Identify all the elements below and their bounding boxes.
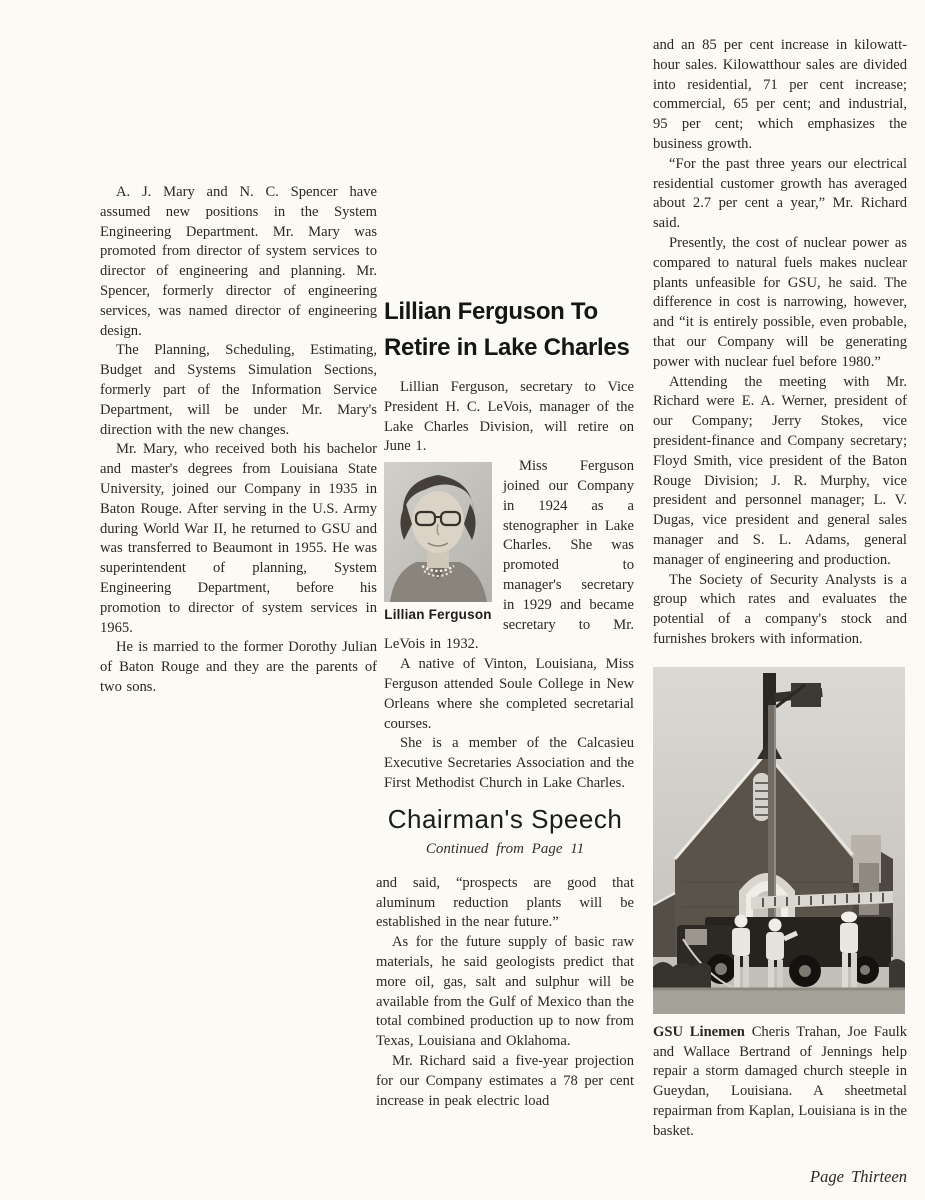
right-paragraph-2: “For the past three years our electrical residential customer growth has averaged about 2.7 per cent a year,” Mr. Richard said. <box>653 155 907 232</box>
left-paragraph-2: The Planning, Scheduling, Estimating, Budget and Systems Simulation Sections, formerly part of the Information Service Department, will be under Mr. Mary's direction with the new changes. <box>100 342 377 438</box>
ferguson-article <box>384 294 634 794</box>
right-paragraph-1: and an 85 per cent increase in kilowatt-hour sales. Kilowatthour sales are divided into residential, 71 per cent increase; commercial, 65 per cent; and industrial, 95 per cent; which emphasizes the business growth. <box>653 37 907 152</box>
left-paragraph-4: He is married to the former Dorothy Julian of Baton Rouge and they are the parents of two sons. <box>100 639 377 695</box>
right-column <box>653 36 907 1187</box>
church-repair-image <box>653 667 905 1014</box>
ferguson-wrap-paragraph: Miss Ferguson joined our Company in 1924 as a stenographer in Lake Charles. She was promoted to manager's secretary in 1929 and became secretary to Mr. LeVois in 1932. <box>384 458 634 653</box>
chairman-paragraph-1: and said, “prospects are good that aluminum reduction plants will be established in the near future.” <box>376 874 634 931</box>
ferguson-paragraph-3: She is a member of the Calcasieu Executive Secretaries Association and the First Methodist Church in Lake Charles. <box>384 735 634 791</box>
right-paragraph-5: The Society of Security Analysts is a group which rates and evaluates the potential of a company's stock and furnishes brokers with information. <box>653 571 907 647</box>
chairman-paragraph-2: As for the future supply of basic raw materials, he said geologists predict that more oil, gas, salt and sulphur will be available from the Gulf of Mexico than the total combined production up to now from Texas, Louisiana and Oklahoma. <box>376 934 634 1050</box>
ferguson-photo-caption: Lillian Ferguson <box>384 607 492 623</box>
church-photo-caption-lead: GSU Linemen <box>653 1023 745 1040</box>
ferguson-headline-line1: Lillian Ferguson To <box>384 298 598 325</box>
ferguson-portrait-photo <box>384 462 492 625</box>
chairman-speech-title: Chairman's Speech <box>387 804 623 834</box>
church-photo-caption <box>653 1023 907 1142</box>
ferguson-headline-line2: Retire in Lake Charles <box>384 334 630 361</box>
church-repair-photo <box>653 667 907 1014</box>
page-number: Page Thirteen <box>810 1167 907 1187</box>
left-paragraph-1: A. J. Mary and N. C. Spencer have assumed new positions in the System Engineering Department. Mr. Mary was promoted from director of system services to director of engineering and planning. Mr. Spencer, formerly director of engineering services, was named director of engineering design. <box>100 184 377 339</box>
ferguson-headline <box>384 294 634 366</box>
church-photo-caption-text: Cheris Trahan, Joe Faulk and Wallace Bertrand of Jennings help repair a storm damaged church steeple in Gueydan, Louisiana. A sheetmetal repairman from Kaplan, Louisiana is in the basket. <box>653 1023 907 1139</box>
chairman-paragraph-3: Mr. Richard said a five-year projection for our Company estimates a 78 per cent increase in peak electric load <box>376 1052 634 1109</box>
ferguson-portrait-image <box>384 462 492 602</box>
left-column <box>100 183 377 698</box>
ferguson-paragraph-2: A native of Vinton, Louisiana, Miss Ferguson attended Soule College in New Orleans where she completed secretarial courses. <box>384 656 634 732</box>
ferguson-intro: Lillian Ferguson, secretary to Vice President H. C. LeVois, manager of the Lake Charles Division, will retire on June 1. <box>384 379 634 455</box>
continued-from-note: Continued from Page 11 <box>425 841 585 857</box>
right-paragraph-4: Attending the meeting with Mr. Richard were E. A. Werner, president of our Company; Jerry Stokes, vice president-finance and Company secretary; Floyd Smith, vice president of the Baton Rouge Division; J. R. Murphy, vice president and personnel manager; L. V. Dugas, vice president and general sales manager and S. L. Adams, general manager of engineering and production. <box>653 373 907 568</box>
right-paragraph-3: Presently, the cost of nuclear power as compared to natural fuels makes nuclear plants unfeasible for GSU, he said. The difference in cost is narrowing, however, and “it is entirely possible, even probable, that our Company will be generating power with nuclear fuel before 1980.” <box>653 234 907 370</box>
chairman-speech-article <box>376 804 634 1111</box>
left-paragraph-3: Mr. Mary, who received both his bachelor and master's degrees from Louisiana State University, joined our Company in 1935 in Baton Rouge. After serving in the U.S. Army during World War II, he returned to GSU and was transferred to Beaumont in 1955. He was superintendent of planning, System Engineering Department, before his promotion to director of system services in 1965. <box>100 441 377 636</box>
